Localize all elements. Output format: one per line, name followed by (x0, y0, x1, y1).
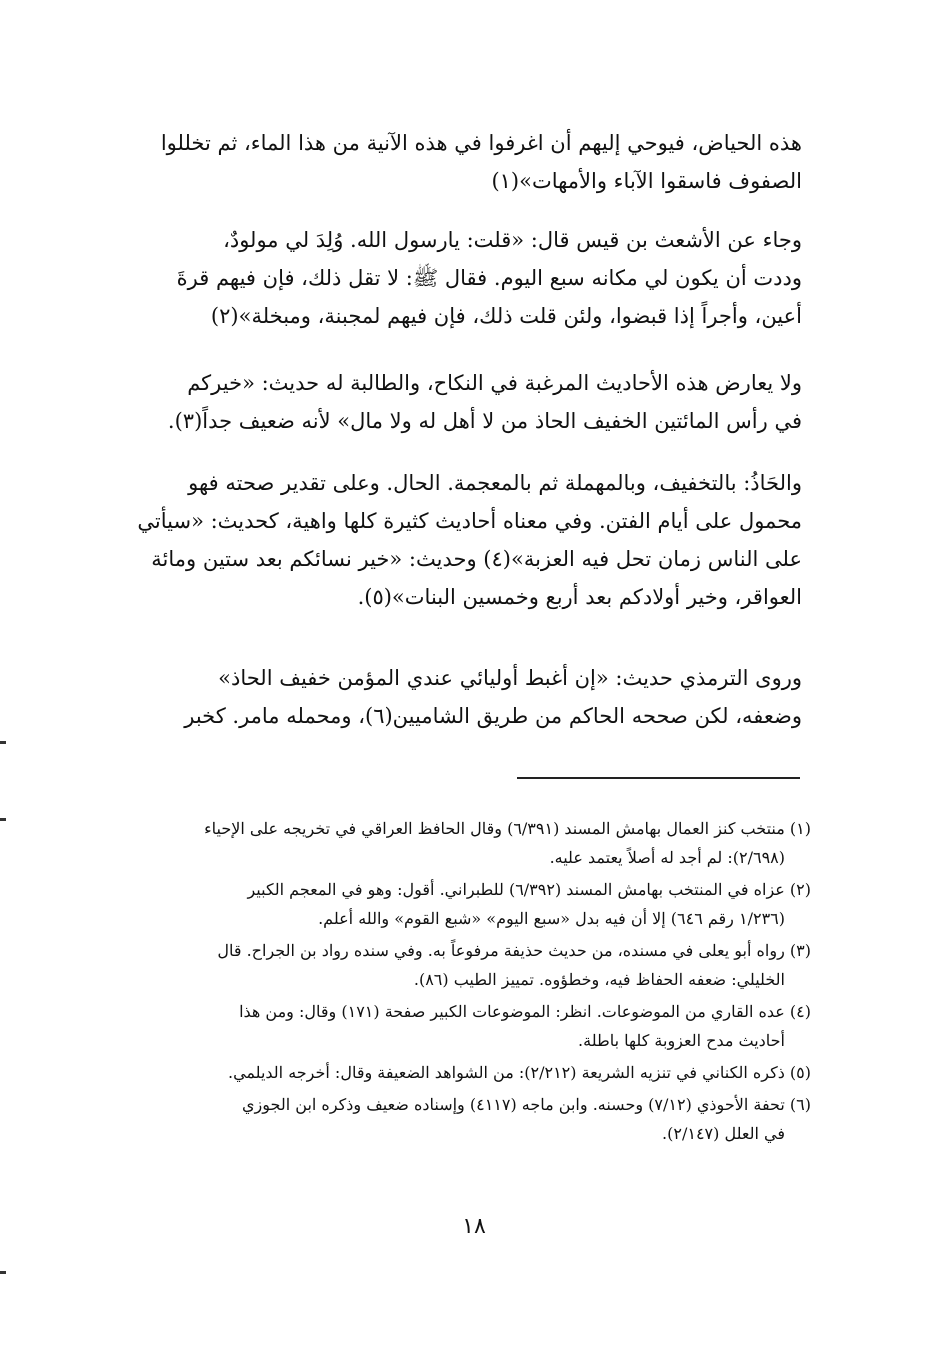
paragraph-2 (108, 221, 802, 335)
text-line: في رأس المائتين الخفيف الحاذ من لا أهل له ولا مال» لأنه ضعيف جداً(٣). (167, 409, 802, 433)
text-line: وروى الترمذي حديث: «إن أغبط أوليائي عندي المؤمن خفيف الحاذ» (218, 666, 802, 690)
text-line: العواقر، وخير أولادكم بعد أربع وخمسين البنات»(٥). (357, 585, 802, 609)
body-paragraph (108, 364, 802, 440)
footnote-line: (٥) ذكره الكناني في تنزيه الشريعة (٢/٢١٢): من الشواهد الضعيفة وقال: أخرجه الديلمي. (227, 1063, 811, 1082)
footnote-line: (١) منتخب كنز العمال بهامش المسند (٦/٣٩١) وقال الحافظ العراقي في تخريجه على الإحياء (204, 819, 811, 838)
footnote-3 (105, 936, 811, 994)
footnote-4 (105, 997, 811, 1055)
text-line: وضعفه، لكن صححه الحاكم من طريق الشاميين(٦)، ومحمله مامر. كخبر (184, 704, 802, 728)
footnote-separator (517, 777, 800, 779)
scan-edge-mark (0, 1271, 6, 1274)
text-line: الصفوف فاسقوا الآباء والأمهات»(١) (491, 169, 802, 193)
footnote-1 (105, 814, 811, 872)
text-line: وجاء عن الأشعث بن قيس قال: «قلت: يارسول الله. وُلِدَ لي مولودٌ، (223, 228, 802, 252)
paragraph-5 (108, 659, 802, 735)
paragraph-4 (108, 464, 802, 616)
text-line: وددت أن يكون لي مكانه سبع اليوم. فقال ﷺ: لا تقل ذلك، فإن فيهم قرةَ (176, 266, 802, 290)
body-paragraph (108, 124, 802, 200)
text-line: والحَاذُ: بالتخفيف، وبالمهملة ثم بالمعجمة. الحال. وعلى تقدير صحته فهو (188, 471, 802, 495)
body-paragraph (108, 464, 802, 616)
footnote-5 (105, 1058, 811, 1087)
footnotes (105, 814, 811, 1151)
footnote-line: (٢) عزاه في المنتخب بهامش المسند (٦/٣٩٢) للطبراني. أقول: وهو في المعجم الكبير (247, 880, 811, 899)
footnote-line: (٣) رواه أبو يعلى في مسنده، من حديث حذيفة مرفوعاً به. وفي سنده رواد بن الجراح. قال (217, 941, 811, 960)
footnote-line: في العلل (٢/١٤٧). (662, 1124, 785, 1143)
text-line: على الناس زمان تحل فيه العزبة»(٤) وحديث: «خير نسائكم بعد ستين ومائة (151, 547, 802, 571)
footnote-line: (٦) تحفة الأحوذي (٧/١٢) وحسنه. وابن ماجه (٤١١٧) وإسناده ضعيف وذكره ابن الجوزي (242, 1095, 811, 1114)
footnote-2 (105, 875, 811, 933)
page-number: ١٨ (462, 1214, 486, 1239)
footnote-line: (٢/٦٩٨): لم أجد له أصلاً يعتمد عليه. (549, 848, 785, 867)
text-line: أعين، وأجراً إذا قبضوا، ولئن قلت ذلك، فإن فيهم لمجبنة، ومبخلة»(٢) (210, 304, 802, 328)
footnote-6 (105, 1090, 811, 1148)
footnote-line: أحاديث مدح العزوبة كلها باطلة. (578, 1031, 785, 1050)
paragraph-1 (108, 124, 802, 200)
footnote-line: (١/٢٣٦ رقم ٦٤٦) إلا أن فيه بدل «سبع اليوم» «شبع القوم» والله أعلم. (318, 909, 785, 928)
scan-edge-mark (0, 741, 6, 744)
footnote-line: الخليلي: ضعفه الحفاظ فيه، وخطؤوه. تمييز الطيب (٨٦). (413, 970, 785, 989)
body-paragraph (108, 221, 802, 335)
paragraph-3 (108, 364, 802, 440)
text-line: ولا يعارض هذه الأحاديث المرغبة في النكاح، والطالبة له حديث: «خيركم (187, 371, 802, 395)
footnote-line: (٤) عده القاري من الموضوعات. انظر: الموضوعات الكبير صفحة (١٧١) وقال: ومن هذا (239, 1002, 811, 1021)
scan-edge-mark (0, 818, 6, 821)
text-line: هذه الحياض، فيوحي إليهم أن اغرفوا في هذه الآنية من هذا الماء، ثم تخللوا (160, 131, 802, 155)
text-line: محمول على أيام الفتن. وفي معناه أحاديث كثيرة كلها واهية، كحديث: «سيأتي (137, 509, 802, 533)
body-paragraph (108, 659, 802, 735)
